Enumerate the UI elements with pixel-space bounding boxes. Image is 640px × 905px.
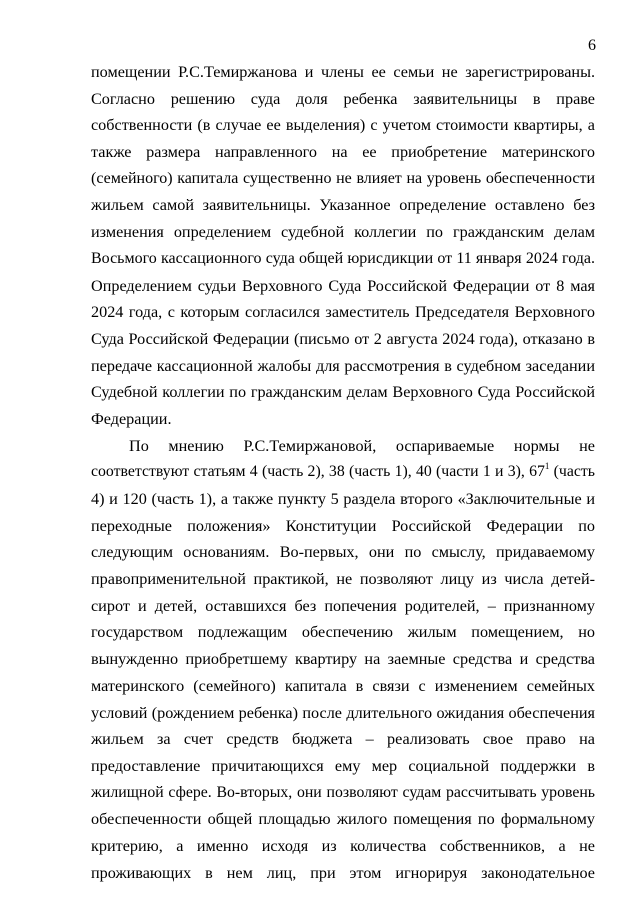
text-line: (семейного) капитала существенно не влияет на уровень обеспеченности [91, 169, 595, 187]
text-line: обеспеченности общей площадью жилого помещения по формальному [91, 810, 595, 829]
page-number: 6 [588, 37, 596, 54]
text-line: жилищной сфере. Во-вторых, они позволяют судам рассчитывать уровень [91, 783, 595, 801]
text-line: Восьмого кассационного суда общей юрисдикции от 11 января 2024 года. [91, 249, 595, 267]
text-line: По мнению Р.С.Темиржановой, оспариваемые нормы не [129, 436, 595, 455]
text-line [91, 459, 595, 486]
text-line: сирот и детей, оставшихся без попечения родителей, – признанному [91, 596, 595, 615]
text-line: критерию, а именно исходя из количества собственников, а не [91, 836, 595, 855]
text-line: условий (рождением ребенка) после длительного ожидания обеспечения [91, 703, 595, 722]
text-line: материнского (семейного) капитала в связи с изменением семейных [91, 676, 595, 695]
text-line: правоприменительной практикой, не позволяют лицу из числа детей- [91, 570, 595, 589]
text-segment: (часть [549, 463, 595, 481]
paragraph-2 [91, 433, 595, 887]
text-line: вынужденно приобретшему квартиру на заемные средства и средства [91, 650, 595, 669]
text-line: также размера направленного на ее приобретение материнского [91, 143, 595, 162]
text-line: собственности (в случае ее выделения) с учетом стоимости квартиры, а [91, 116, 595, 135]
text-line: следующим основаниям. Во-первых, они по смыслу, придаваемому [91, 543, 595, 562]
text-line: изменения определением судебной коллегии по гражданским делам [91, 223, 595, 242]
text-line: государством подлежащим обеспечению жилым помещением, но [91, 623, 595, 642]
text-line: Судебной коллегии по гражданским делам Верховного Суда Российской [91, 383, 595, 402]
superscript: 1 [544, 461, 550, 472]
text-line: Согласно решению суда доля ребенка заявительницы в праве [91, 89, 595, 108]
text-segment: соответствуют статьям 4 (часть 2), 38 (часть 1), 40 (части 1 и 3), 67 [91, 463, 545, 481]
text-line: переходные положения» Конституции Российской Федерации по [91, 516, 595, 535]
text-line: передаче кассационной жалобы для рассмотрения в судебном заседании [91, 356, 595, 375]
text-line: помещении Р.С.Темиржанова и члены ее семьи не зарегистрированы. [91, 63, 595, 81]
text-line: 2024 года, с которым согласился заместитель Председателя Верховного [91, 303, 595, 322]
text-line: Федерации. [91, 409, 172, 428]
text-line: 4) и 120 (часть 1), а также пункту 5 раздела второго «Заключительные и [91, 490, 595, 508]
text-line: проживающих в нем лиц, при этом игнорируя законодательное [91, 863, 595, 882]
text-line: Определением судьи Верховного Суда Российской Федерации от 8 мая [91, 276, 595, 295]
text-line: жильем самой заявительницы. Указанное определение оставлено без [91, 196, 595, 215]
document-body [91, 59, 595, 886]
paragraph-1 [91, 59, 595, 433]
text-line: предоставление причитающихся ему мер социальной поддержки в [91, 756, 595, 775]
text-line: Суда Российской Федерации (письмо от 2 августа 2024 года), отказано в [91, 329, 595, 348]
text-line: жильем за счет средств бюджета – реализовать свое право на [91, 730, 595, 749]
